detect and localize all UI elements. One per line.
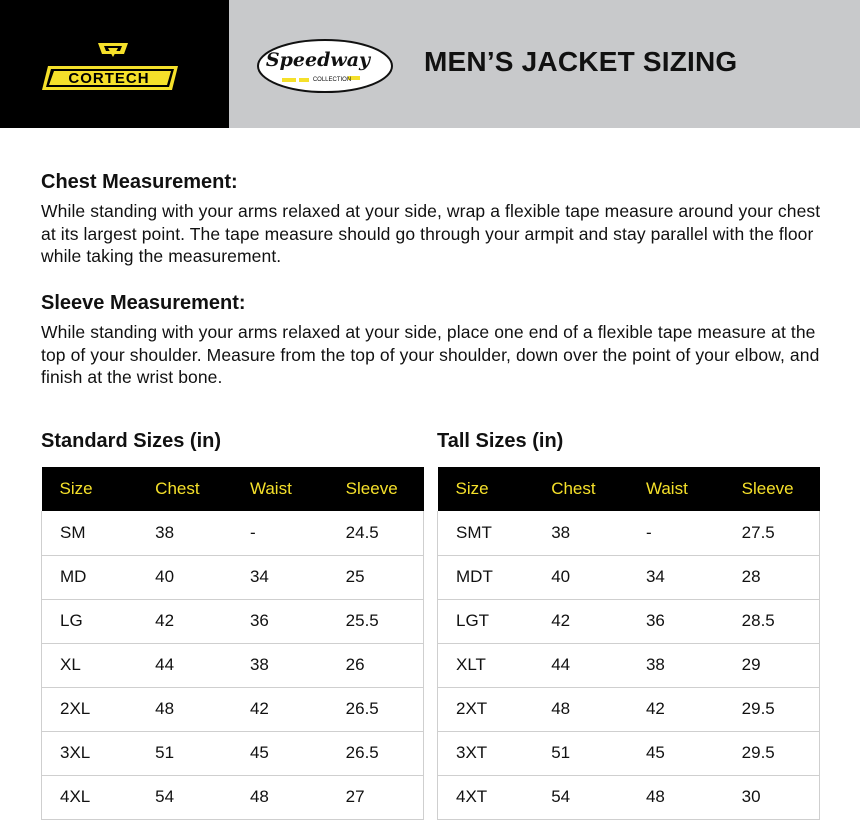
table-row bbox=[438, 599, 820, 643]
table-cell: 29.5 bbox=[724, 687, 820, 731]
table-cell: 45 bbox=[232, 731, 328, 775]
table-cell: 36 bbox=[232, 599, 328, 643]
standard-sizes-title: Standard Sizes (in) bbox=[41, 430, 222, 452]
sleeve-instructions: While standing with your arms relaxed at your side, place one end of a flexible tape measure at the top of your shoulder. Measure from the top of your shoulder, down over the point of your elbow, and finish at the wrist bone. bbox=[41, 322, 820, 387]
table-cell: 25 bbox=[328, 555, 424, 599]
column-header: Chest bbox=[533, 467, 628, 511]
column-header: Size bbox=[438, 467, 534, 511]
table-row bbox=[438, 555, 820, 599]
column-header: Chest bbox=[137, 467, 232, 511]
cortech-logo bbox=[40, 40, 186, 94]
table-row bbox=[42, 687, 424, 731]
table-cell: 44 bbox=[137, 643, 232, 687]
column-header: Sleeve bbox=[724, 467, 820, 511]
table-cell: SM bbox=[42, 511, 138, 555]
table-cell: 42 bbox=[232, 687, 328, 731]
table-header-row bbox=[42, 467, 424, 511]
table-row bbox=[438, 731, 820, 775]
table-cell: XL bbox=[42, 643, 138, 687]
table-cell: 38 bbox=[137, 511, 232, 555]
chest-measurement-section bbox=[41, 170, 831, 268]
table-cell: 28 bbox=[724, 555, 820, 599]
sleeve-measurement-section bbox=[41, 291, 831, 389]
table-cell: 54 bbox=[533, 775, 628, 819]
table-cell: 3XT bbox=[438, 731, 534, 775]
table-cell: 48 bbox=[533, 687, 628, 731]
table-cell: 40 bbox=[533, 555, 628, 599]
table-cell: 34 bbox=[628, 555, 724, 599]
table-row bbox=[42, 511, 424, 555]
table-cell: LG bbox=[42, 599, 138, 643]
table-cell: 2XL bbox=[42, 687, 138, 731]
column-header: Size bbox=[42, 467, 138, 511]
table-cell: 48 bbox=[232, 775, 328, 819]
tall-sizes-table bbox=[437, 467, 820, 820]
column-header: Waist bbox=[232, 467, 328, 511]
table-row bbox=[438, 775, 820, 819]
table-cell: 45 bbox=[628, 731, 724, 775]
table-row bbox=[42, 643, 424, 687]
svg-text:COLLECTION: COLLECTION bbox=[312, 77, 352, 83]
column-header: Waist bbox=[628, 467, 724, 511]
table-cell: 3XL bbox=[42, 731, 138, 775]
table-cell: 29 bbox=[724, 643, 820, 687]
chest-heading: Chest Measurement: bbox=[41, 171, 238, 193]
speedway-logo bbox=[256, 38, 394, 94]
table-cell: 4XT bbox=[438, 775, 534, 819]
column-header: Sleeve bbox=[328, 467, 424, 511]
table-cell: 42 bbox=[628, 687, 724, 731]
table-cell: LGT bbox=[438, 599, 534, 643]
table-cell: 48 bbox=[628, 775, 724, 819]
table-cell: 40 bbox=[137, 555, 232, 599]
table-cell: 48 bbox=[137, 687, 232, 731]
table-cell: 4XL bbox=[42, 775, 138, 819]
table-cell: 27 bbox=[328, 775, 424, 819]
table-cell: - bbox=[628, 511, 724, 555]
table-cell: MD bbox=[42, 555, 138, 599]
table-cell: 26.5 bbox=[328, 731, 424, 775]
table-cell: XLT bbox=[438, 643, 534, 687]
table-row bbox=[42, 731, 424, 775]
svg-text:Speedway: Speedway bbox=[265, 49, 371, 71]
table-header-row bbox=[438, 467, 820, 511]
table-cell: 38 bbox=[232, 643, 328, 687]
table-cell: 44 bbox=[533, 643, 628, 687]
table-cell: - bbox=[232, 511, 328, 555]
table-row bbox=[438, 511, 820, 555]
table-cell: 27.5 bbox=[724, 511, 820, 555]
table-cell: MDT bbox=[438, 555, 534, 599]
table-row bbox=[42, 555, 424, 599]
table-cell: 54 bbox=[137, 775, 232, 819]
table-cell: 29.5 bbox=[724, 731, 820, 775]
table-cell: 38 bbox=[628, 643, 724, 687]
table-cell: 51 bbox=[137, 731, 232, 775]
table-cell: 38 bbox=[533, 511, 628, 555]
tall-sizes-title: Tall Sizes (in) bbox=[437, 430, 564, 452]
header-banner bbox=[0, 0, 860, 128]
table-cell: 28.5 bbox=[724, 599, 820, 643]
table-cell: 24.5 bbox=[328, 511, 424, 555]
table-cell: 42 bbox=[137, 599, 232, 643]
table-cell: 42 bbox=[533, 599, 628, 643]
table-cell: SMT bbox=[438, 511, 534, 555]
sleeve-heading: Sleeve Measurement: bbox=[41, 292, 246, 314]
table-row bbox=[438, 643, 820, 687]
table-cell: 25.5 bbox=[328, 599, 424, 643]
table-cell: 51 bbox=[533, 731, 628, 775]
table-cell: 26.5 bbox=[328, 687, 424, 731]
chest-instructions: While standing with your arms relaxed at your side, wrap a flexible tape measure around your chest at its largest point. The tape measure should go through your armpit and stay parallel with the floor while taking the measurement. bbox=[41, 201, 821, 266]
svg-text:CORTECH: CORTECH bbox=[68, 70, 150, 87]
table-row bbox=[42, 775, 424, 819]
table-cell: 26 bbox=[328, 643, 424, 687]
table-cell: 36 bbox=[628, 599, 724, 643]
table-row bbox=[438, 687, 820, 731]
standard-sizes-table bbox=[41, 467, 424, 820]
table-cell: 30 bbox=[724, 775, 820, 819]
page-title: MEN’S JACKET SIZING bbox=[424, 46, 738, 77]
table-cell: 2XT bbox=[438, 687, 534, 731]
table-cell: 34 bbox=[232, 555, 328, 599]
table-row bbox=[42, 599, 424, 643]
